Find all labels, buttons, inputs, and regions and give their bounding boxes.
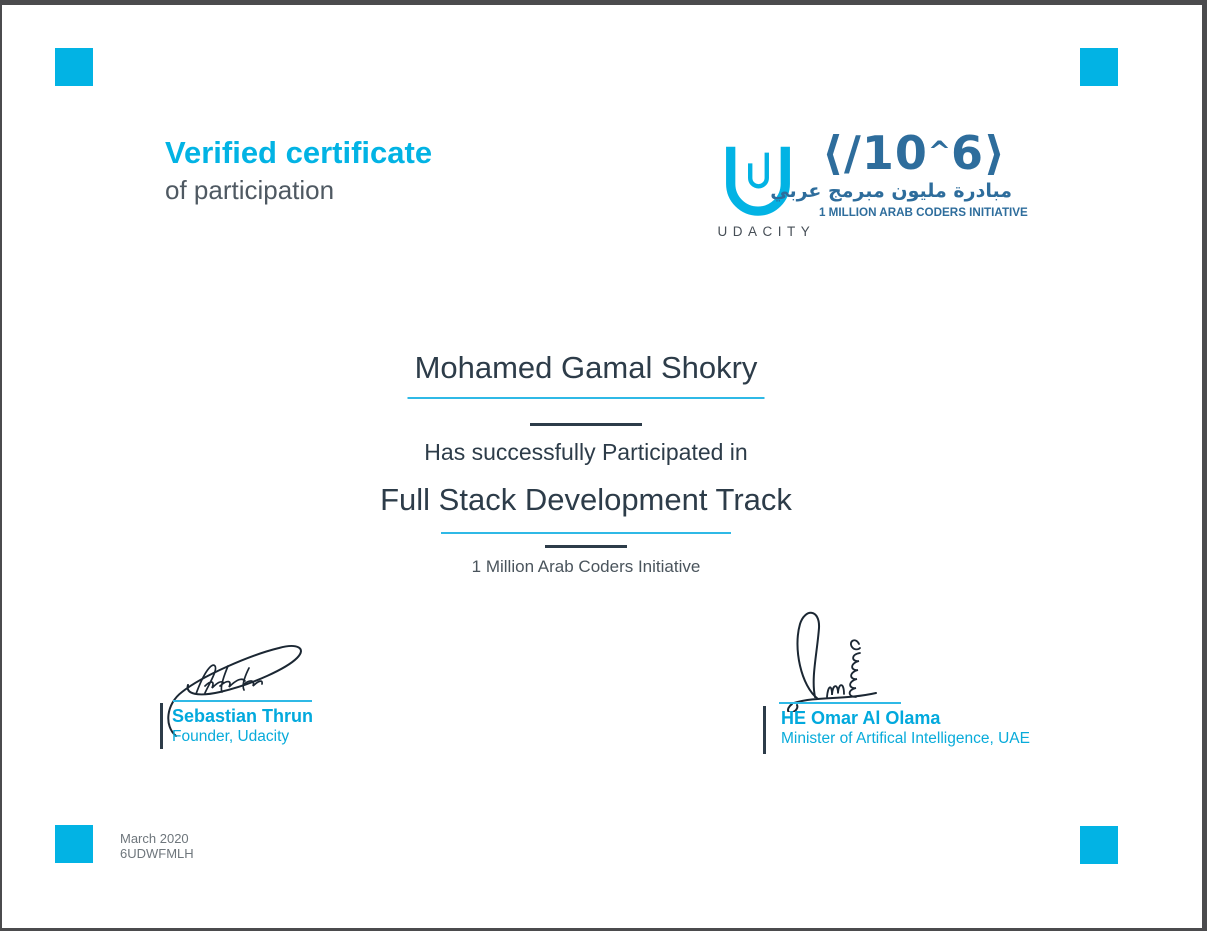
signature-image-omar-al-olama [783,606,898,712]
initiative-arabic-name: مبادرة مليون مبرمج عربي [770,179,1012,202]
program-name: 1 Million Arab Coders Initiative [471,557,701,576]
course-title-underline [441,532,731,534]
frame-top-edge [0,0,1207,5]
udacity-wordmark: UDACITY [717,224,816,239]
section-divider-2 [545,545,627,548]
participation-statement: Has successfully Participated in [424,439,748,465]
initiative-mark [816,128,1012,179]
page-subtitle: of participation [165,175,335,206]
certificate-code: 6UDWFMLH [120,846,194,861]
signature-accent-bar-left [160,703,163,749]
page-title: Verified certificate [165,135,433,170]
certificate-header [165,136,432,206]
signature-line-right [779,702,901,704]
signer-title-left: Founder, Udacity [172,728,290,745]
corner-square-bottom-left [55,825,93,863]
initiative-mark-pre: ⟨/10 [822,126,928,180]
frame-left-edge [0,0,2,931]
udacity-u-icon [716,139,800,217]
corner-square-top-left [55,48,93,86]
initiative-english-name: 1 MILLION ARAB CODERS INITIATIVE [818,204,1028,219]
signer-name-left: Sebastian Thrun [172,706,314,726]
issue-date: March 2020 [120,831,189,846]
corner-square-bottom-right [1080,826,1118,864]
signature-line-left [173,700,312,702]
initiative-logo [770,126,1028,219]
section-divider-1 [530,423,642,426]
recipient-name: Mohamed Gamal Shokry [414,350,758,385]
signer-title-right: Minister of Artifical Intelligence, UAE [781,730,1030,747]
frame-right-edge [1202,0,1207,931]
initiative-mark-post: 6⟩ [950,126,1006,180]
signer-name-right: HE Omar Al Olama [781,708,941,728]
initiative-mark-caret: ^ [927,134,951,168]
corner-square-top-right [1080,48,1118,86]
course-title: Full Stack Development Track [380,482,792,517]
recipient-name-underline [408,397,765,399]
certificate-meta [120,831,194,861]
signature-accent-bar-right [763,706,766,754]
